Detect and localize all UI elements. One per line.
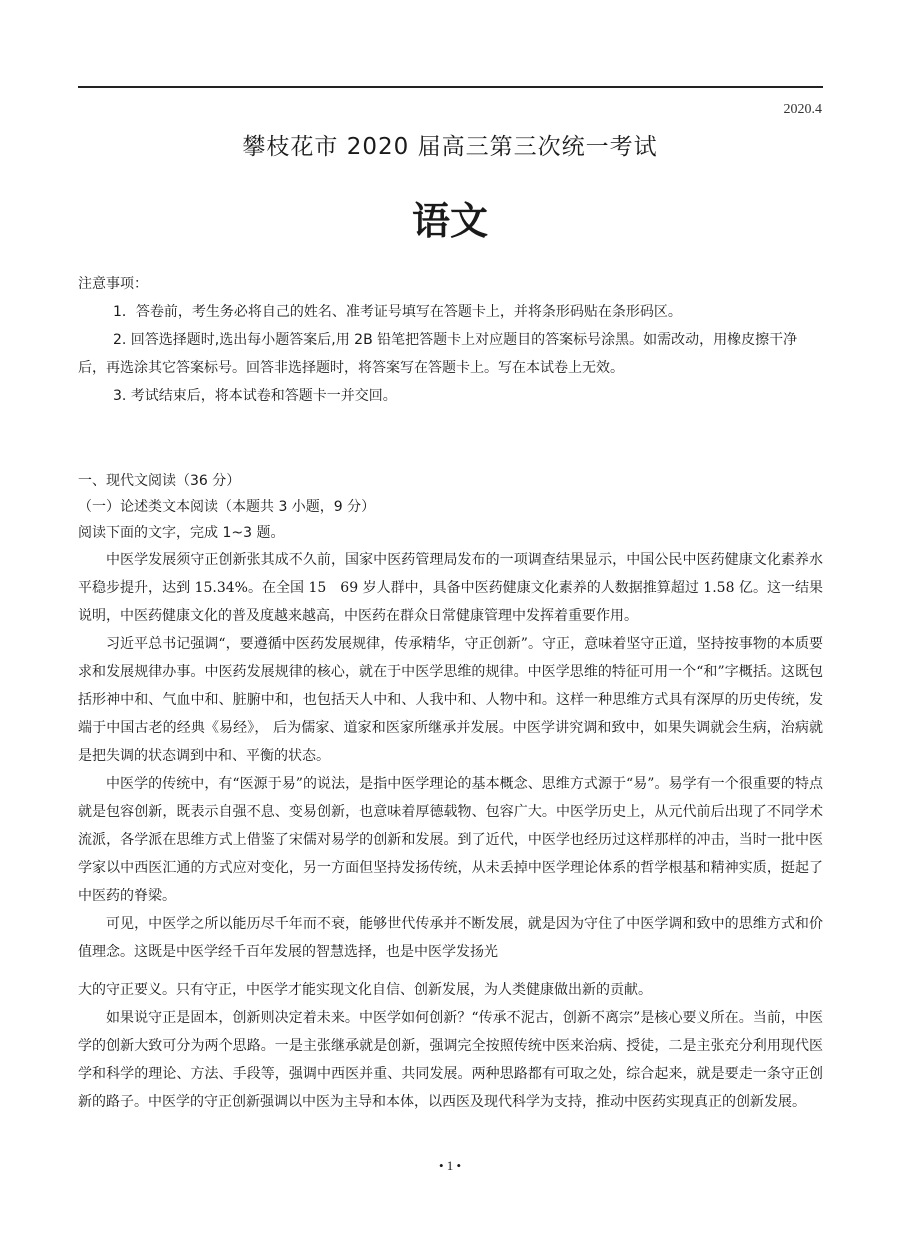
spacer [78,410,823,468]
notice-item: 3. 考试结束后，将本试卷和答题卡一并交回。 [113,388,397,404]
subject-title: 语文 [411,199,488,243]
page-number: • 1 • [438,1158,462,1173]
passage-paragraph: 中医学发展须守正创新张其成不久前，国家中医药管理局发布的一项调查结果显示，中国公民中医药健康文化素养水平稳步提升，达到 15.34%。在全国 15 69 岁人群中，具备中医药健康文化素养的人数据推算超过 1.58 亿。这一结果说明，中医药健康文化的普及度越来越高，中医药在群众日常健康管理中发挥着重要作用。 [78,552,823,624]
document-body [78,270,823,1116]
passage-paragraph-continued: 大的守正要义。只有守正，中医学才能实现文化自信、创新发展，为人类健康做出新的贡献。 [78,982,652,998]
passage-paragraph: 中医学的传统中，有“医源于易”的说法，是指中医学理论的基本概念、思维方式源于“易”。易学有一个很重要的特点就是包容创新，既表示自强不息、变易创新，也意味着厚德载物、包容广大。中医学历史上，从元代前后出现了不同学术流派，各学派在思维方式上借鉴了宋儒对易学的创新和发展。到了近代，中医学也经历过这样那样的冲击，当时一批中医学家以中西医汇通的方式应对变化，另一方面但坚持发扬传统，从未丢掉中医学理论体系的哲学根基和精神实质，挺起了中医药的脊梁。 [78,776,823,904]
section-instruction: 阅读下面的文字，完成 1~3 题。 [78,525,285,541]
notice-heading: 注意事项： [78,276,148,292]
notice-item: 1．答卷前，考生务必将自己的姓名、准考证号填写在答题卡上，并将条形码贴在条形码区。 [113,304,682,320]
section-heading: 一、现代文阅读（36 分） [78,473,241,489]
passage-paragraph: 习近平总书记强调“，要遵循中医药发展规律，传承精华，守正创新”。守正，意味着坚守正道，坚持按事物的本质要求和发展规律办事。中医药发展规律的核心，就在于中医学思维的规律。中医学思维的特征可用一个“和”字概括。这既包括形神中和、气血中和、脏腑中和，也包括天人中和、人我中和、人物中和。这样一种思维方式具有深厚的历史传统，发端于中国古老的经典《易经》， 后为儒家、道家和医家所继承并发展。中医学讲究调和致中，如果失调就会生病，治病就是把失调的状态调到中和、平衡的状态。 [78,636,823,764]
notice-item: 2. 回答选择题时,选出每小题答案后,用 2B 铅笔把答题卡上对应题目的答案标号涂黑。如需改动，用橡皮擦干净后，再选涂其它答案标号。回答非选择题时，将答案写在答题卡上。写在本试卷上无效。 [78,332,798,376]
top-rule [78,86,823,88]
passage-paragraph: 可见，中医学之所以能历尽千年而不衰，能够世代传承并不断发展，就是因为守住了中医学调和致中的思维方式和价值理念。这既是中医学经千百年发展的智慧选择，也是中医学发扬光 [78,916,823,960]
section-subheading: （一）论述类文本阅读（本题共 3 小题，9 分） [78,499,376,515]
exam-title: 攀枝花市 2020 届高三第三次统一考试 [242,134,658,160]
spacer [78,966,823,976]
exam-date: 2020.4 [783,102,822,117]
passage-paragraph: 如果说守正是固本，创新则决定着未来。中医学如何创新？“传承不泥古，创新不离宗”是核心要义所在。当前，中医学的创新大致可分为两个思路。一是主张继承就是创新，强调完全按照传统中医来治病、授徒，二是主张充分利用现代医学和科学的理论、方法、手段等，强调中西医并重、共同发展。两种思路都有可取之处，综合起来，就是要走一条守正创新的路子。中医学的守正创新强调以中医为主导和本体，以西医及现代科学为支持，推动中医药实现真正的创新发展。 [78,1010,823,1110]
